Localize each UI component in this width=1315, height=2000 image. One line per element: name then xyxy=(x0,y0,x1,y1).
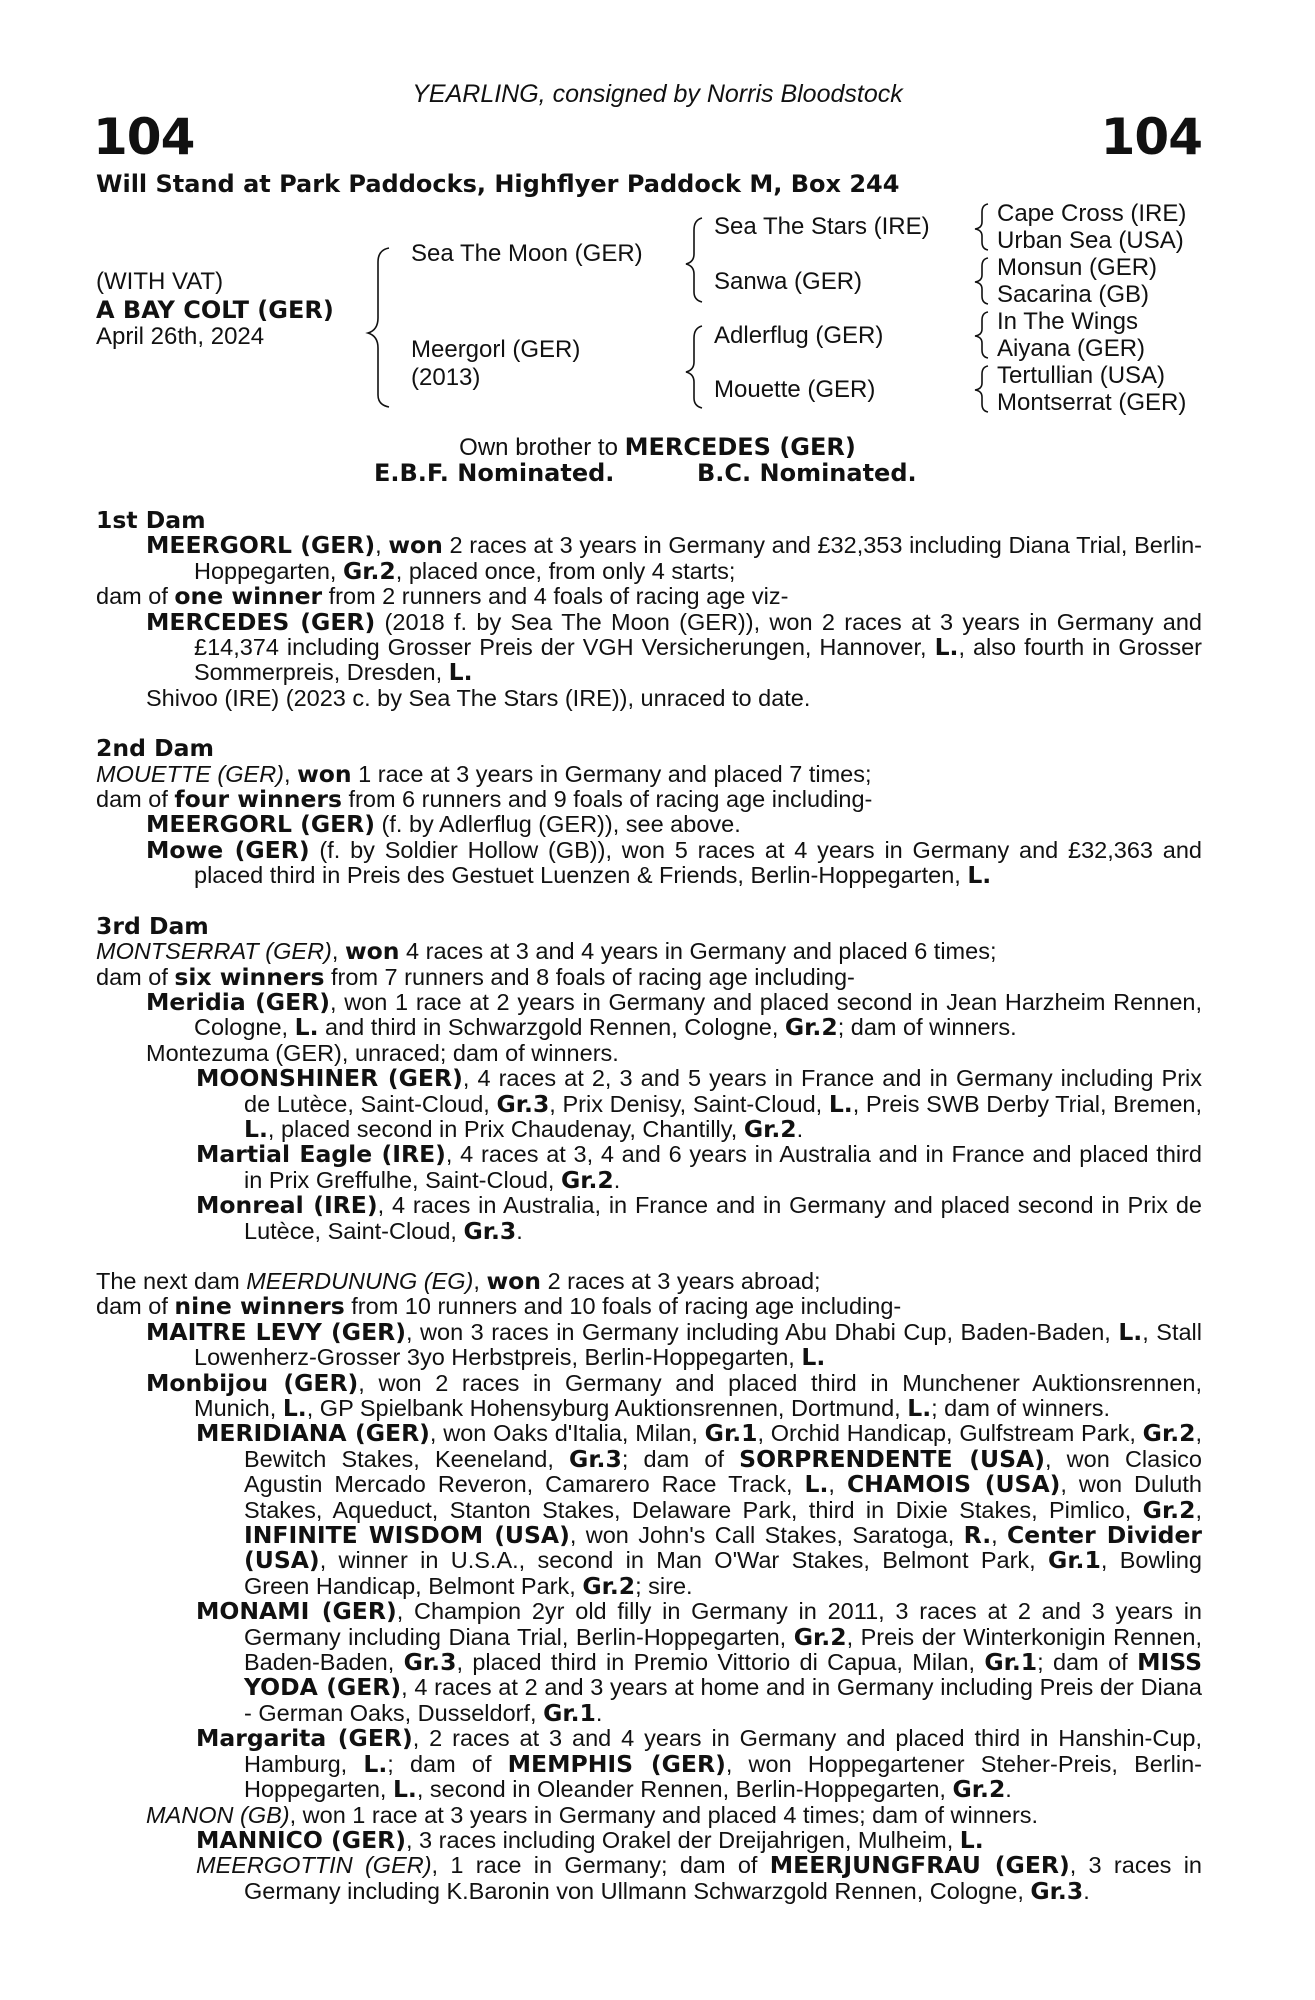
own-brother-name: MERCEDES (GER) xyxy=(624,433,856,461)
catalogue-body xyxy=(96,508,1202,1904)
grade: Gr.1 xyxy=(704,1419,758,1448)
record-text: , won Hoppegartener Steher-Preis, Berlin-Hoppegarten, xyxy=(244,1750,1202,1803)
horse-name: Martial Eagle (IRE) xyxy=(196,1140,446,1169)
grade: Gr.1 xyxy=(1048,1546,1101,1575)
third-dam-record: MONTSERRAT (GER), won 4 races at 3 and 4 years in Germany and placed 6 times; xyxy=(96,937,997,966)
foaling-date: April 26th, 2024 xyxy=(96,323,265,350)
produce-meridia xyxy=(96,987,1202,1042)
grade: Gr.2 xyxy=(582,1571,636,1600)
horse-name: MEERJUNGFRAU (GER) xyxy=(769,1851,1070,1880)
ancestor-dss: In The Wings xyxy=(997,308,1138,335)
record-text: , won 1 race at 3 years in Germany and placed 4 times; dam of winners. xyxy=(289,1801,1039,1828)
record-text: , 4 races at 2 and 3 years at home and in Germany including Preis der Diana - German Oaks, Dusseldorf, xyxy=(244,1674,1202,1726)
horse-name: Meridia (GER) xyxy=(146,987,330,1016)
horse-name: SORPRENDENTE (USA) xyxy=(739,1444,1045,1473)
record-text: , 3 races including Orakel der Dreijahrigen, Mulheim, xyxy=(405,1826,960,1853)
grade: Gr.1 xyxy=(543,1698,596,1727)
horse-name: MISS YODA (GER) xyxy=(244,1648,1203,1702)
won-label: won xyxy=(486,1266,542,1295)
record-text: , Champion 2yr old filly in Germany in 2011, 3 races at 2 and 3 years in Germany including Diana Trial, Berlin-Hoppegarten, xyxy=(244,1598,1202,1650)
won-label: won xyxy=(388,531,443,560)
horse-name: MOUETTE (GER) xyxy=(96,760,284,787)
produce-shivoo: Shivoo (IRE) (2023 c. by Sea The Stars (IRE)), unraced to date. xyxy=(146,684,811,711)
record-text: , also fourth in Grosser Sommerpreis, Dresden, xyxy=(194,634,1202,686)
record-text: 2 races at 3 years in Germany and £32,353 including Diana Trial, Berlin-Hoppegarten, xyxy=(194,532,1202,584)
record-text: ; dam of winners. xyxy=(931,1395,1111,1421)
record-text: , xyxy=(1195,1496,1202,1523)
record-text: , second in Oleander Rennen, Berlin-Hoppegarten, xyxy=(416,1776,953,1803)
record-text: , won Oaks d'Italia, Milan, xyxy=(429,1420,705,1447)
produce-moonshiner xyxy=(96,1066,1202,1142)
record-text: , placed second in Prix Chaudenay, Chantilly, xyxy=(267,1115,744,1142)
grade: Gr.3 xyxy=(463,1216,517,1245)
record-text: (f. by Soldier Hollow (GB)), won 5 races at 4 years in Germany and £32,363 and placed third in Preis des Gestuet Luenzen & Friends, Berlin-Hoppegarten, xyxy=(194,836,1202,889)
produce-montezuma: Montezuma (GER), unraced; dam of winners. xyxy=(146,1039,619,1066)
grade: L. xyxy=(244,1114,268,1143)
grade: Gr.2 xyxy=(793,1622,847,1651)
dam-year: (2013) xyxy=(411,364,481,391)
record-text: . xyxy=(1083,1877,1090,1904)
record-text: , won Clasico Agustin Mercado Reveron, Camarero Race Track, xyxy=(244,1445,1202,1498)
first-dam-record: MEERGORL (GER), won 2 races at 3 years in Germany and £32,353 including Diana Trial, Berlin-Hoppegarten, Gr.2, placed once, from only 4 starts; xyxy=(146,531,1202,585)
winners-count: one winner xyxy=(174,582,323,611)
sire-name: Sea The Moon (GER) xyxy=(411,240,643,267)
record-text: . xyxy=(1005,1776,1012,1803)
grade: L. xyxy=(282,1394,307,1422)
record-text: , 4 races at 3, 4 and 6 years in Australia and in France and placed third in Prix Greffulhe, Saint-Cloud, xyxy=(244,1141,1203,1193)
record-text: from 7 runners and 8 foals of racing age including- xyxy=(324,963,855,990)
horse-name: MEERGOTTIN (GER) xyxy=(196,1852,432,1879)
ancestor-sds: Monsun (GER) xyxy=(997,254,1158,281)
record-text: . xyxy=(516,1217,523,1244)
sire-dam: Sanwa (GER) xyxy=(714,268,863,295)
won-label: won xyxy=(344,937,400,966)
third-dam-heading: 3rd Dam xyxy=(96,911,209,940)
produce-mercedes xyxy=(96,607,1202,687)
record-text: from 6 runners and 9 foals of racing age including- xyxy=(342,786,873,813)
grade: L. xyxy=(1118,1317,1143,1346)
second-dam-heading: 2nd Dam xyxy=(96,734,214,763)
second-dam-record: MOUETTE (GER), won 1 race at 3 years in Germany and placed 7 times; xyxy=(96,759,872,788)
record-text: , GP Spielbank Hohensyburg Auktionsrennen, Dortmund, xyxy=(306,1395,908,1421)
record-text: 1 race at 3 years in Germany and placed 7 times; xyxy=(351,760,872,787)
record-text: , Bowling Green Handicap, Belmont Park, xyxy=(244,1547,1203,1599)
grade: L. xyxy=(294,1013,319,1042)
grade: Gr.3 xyxy=(569,1444,622,1473)
record-text: dam of xyxy=(96,583,175,610)
grade: Gr.3 xyxy=(1030,1876,1084,1905)
record-text: , 4 races in Australia, in France and in Germany and placed second in Prix de Lutèce, Saint-Cloud, xyxy=(244,1192,1202,1244)
produce-meergottin xyxy=(96,1853,1202,1904)
record-text: , Orchid Handicap, Gulfstream Park, xyxy=(757,1420,1143,1447)
grade: L. xyxy=(828,1089,853,1118)
horse-name: MANON (GB) xyxy=(146,1801,290,1828)
grade: R. xyxy=(963,1521,992,1550)
third-dam-produce-summary xyxy=(96,962,1202,991)
grade: L. xyxy=(907,1394,932,1422)
lot-number-right: 104 xyxy=(1100,108,1202,166)
grade: L. xyxy=(959,1825,984,1854)
grade: Gr.2 xyxy=(560,1165,614,1194)
record-text: , 3 races in Germany including K.Baronin von Ullmann Schwarzgold Rennen, Cologne, xyxy=(244,1852,1202,1904)
record-text: , winner in U.S.A., second in Man O'War Stakes, Belmont Park, xyxy=(319,1547,1049,1574)
horse-name: CHAMOIS (USA) xyxy=(846,1470,1061,1499)
record-text: from 10 runners and 10 foals of racing age including- xyxy=(344,1293,902,1320)
record-text: from 2 runners and 4 foals of racing age viz- xyxy=(322,583,789,610)
grade: Gr.2 xyxy=(784,1013,838,1042)
horse-name: MEERGORL (GER) xyxy=(146,531,376,560)
grade: L. xyxy=(801,1343,826,1372)
record-text: . xyxy=(613,1166,621,1193)
record-text: , 2 races at 3 and 4 years in Germany and placed third in Hanshin-Cup, Hamburg, xyxy=(244,1725,1202,1777)
dam-name: Meergorl (GER) xyxy=(411,336,581,363)
horse-name: MANNICO (GER) xyxy=(196,1825,406,1854)
record-text: , placed once, from only 4 starts; xyxy=(395,557,736,584)
grade: L. xyxy=(804,1470,829,1499)
first-dam-produce-summary xyxy=(96,584,1202,609)
horse-name: INFINITE WISDOM (USA) xyxy=(244,1521,570,1550)
bc-nominated: B.C. Nominated. xyxy=(697,459,917,487)
ancestor-ssd: Urban Sea (USA) xyxy=(997,227,1184,254)
winners-count: six winners xyxy=(174,962,325,991)
ebf-nominated: E.B.F. Nominated. xyxy=(374,459,615,487)
record-text: 4 races at 3 and 4 years in Germany and placed 6 times; xyxy=(399,938,997,965)
grade: Gr.2 xyxy=(1142,1419,1196,1448)
produce-mowe xyxy=(96,835,1202,890)
record-text: , Bewitch Stakes, Keeneland, xyxy=(244,1420,1203,1472)
lot-name: A BAY COLT (GER) xyxy=(96,296,334,324)
grade: Gr.3 xyxy=(496,1089,550,1118)
produce-monbijou xyxy=(96,1368,1202,1422)
record-text: 2 races at 3 years abroad; xyxy=(541,1267,821,1294)
grade: L. xyxy=(967,861,992,890)
record-text: , xyxy=(828,1471,847,1498)
produce-maitre-levy xyxy=(96,1317,1202,1372)
ancestor-sdd: Sacarina (GB) xyxy=(997,281,1150,308)
next-dam-produce-summary xyxy=(96,1294,1202,1319)
grade: Gr.2 xyxy=(342,556,396,585)
next-dam-record: The next dam MEERDUNUNG (EG), won 2 races at 3 years abroad; xyxy=(96,1266,821,1295)
produce-meridiana xyxy=(96,1421,1202,1599)
record-text: , won 1 race at 2 years in Germany and placed second in Jean Harzheim Rennen, Cologne, xyxy=(194,988,1202,1041)
record-text: ; dam of xyxy=(387,1750,508,1777)
record-text: , Preis SWB Derby Trial, Bremen, xyxy=(852,1090,1202,1117)
grade: L. xyxy=(934,633,959,662)
record-text: (f. by Adlerflug (GER)), see above. xyxy=(375,811,741,838)
won-label: won xyxy=(297,759,352,788)
record-text: , won 2 races in Germany and placed third in Munchener Auktionsrennen, Munich, xyxy=(194,1369,1202,1421)
record-text: ; dam of winners. xyxy=(837,1014,1017,1041)
own-brother-prefix: Own brother to xyxy=(459,434,625,461)
produce-monami xyxy=(96,1599,1202,1726)
horse-name: MOONSHINER (GER) xyxy=(196,1064,463,1093)
grade: Gr.2 xyxy=(743,1114,797,1143)
record-text: ; dam of xyxy=(1037,1649,1138,1676)
horse-name: Mowe (GER) xyxy=(146,835,310,864)
stand-location: Will Stand at Park Paddocks, Highflyer Paddock M, Box 244 xyxy=(96,170,900,198)
record-text: , 1 race in Germany; dam of xyxy=(431,1852,770,1879)
record-text: ; sire. xyxy=(635,1572,693,1599)
horse-name: MEMPHIS (GER) xyxy=(507,1749,726,1778)
record-text: , 4 races at 2, 3 and 5 years in France and in Germany including Prix de Lutèce, Saint-Cloud, xyxy=(244,1065,1203,1117)
horse-name: MERCEDES (GER) xyxy=(146,607,376,636)
produce-margarita xyxy=(96,1726,1202,1802)
grade: L. xyxy=(392,1775,417,1804)
record-text: dam of xyxy=(96,1293,175,1320)
horse-name: MERIDIANA (GER) xyxy=(196,1419,430,1448)
record-text: dam of xyxy=(96,963,175,990)
first-dam-heading: 1st Dam xyxy=(96,506,206,534)
record-text: (2018 f. by Sea The Moon (GER)), won 2 races at 3 years in Germany and £14,374 including Grosser Preis der VGH Versicherungen, Hannover, xyxy=(194,608,1202,661)
record-text: . xyxy=(796,1115,804,1142)
ancestor-dds: Tertullian (USA) xyxy=(997,362,1166,389)
record-text: , Preis der Winterkonigin Rennen, Baden-Baden, xyxy=(244,1623,1202,1676)
horse-name: MEERGORL (GER) xyxy=(146,810,376,839)
horse-name: Margarita (GER) xyxy=(196,1724,413,1753)
record-text: , Stall Lowenherz-Grosser 3yo Herbstpreis, Berlin-Hoppegarten, xyxy=(194,1318,1202,1371)
second-dam-produce-summary xyxy=(96,787,1202,812)
produce-mannico xyxy=(96,1825,1202,1854)
horse-name: MONTSERRAT (GER) xyxy=(96,938,332,965)
produce-manon xyxy=(96,1803,1202,1828)
horse-name: MEERDUNUNG (EG) xyxy=(246,1267,474,1294)
record-text: , placed third in Premio Vittorio di Capua, Milan, xyxy=(456,1649,985,1676)
produce-martial-eagle xyxy=(96,1142,1202,1193)
horse-name: Monbijou (GER) xyxy=(146,1368,359,1397)
record-text: , xyxy=(991,1522,1008,1549)
horse-name: Monreal (IRE) xyxy=(196,1191,378,1220)
ancestor-ddd: Montserrat (GER) xyxy=(997,389,1187,416)
horse-name: MONAMI (GER) xyxy=(196,1597,397,1626)
grade: Gr.1 xyxy=(984,1648,1038,1677)
vat-label: (WITH VAT) xyxy=(96,268,224,295)
ancestor-dsd: Aiyana (GER) xyxy=(997,335,1146,362)
record-text: and third in Schwarzgold Rennen, Cologne, xyxy=(318,1014,785,1041)
grade: Gr.3 xyxy=(403,1648,457,1677)
dam-dam: Mouette (GER) xyxy=(714,376,876,403)
produce-monreal xyxy=(96,1193,1202,1244)
own-brother-line xyxy=(0,433,1315,462)
record-text: The next dam xyxy=(96,1267,247,1294)
dam-sire: Adlerflug (GER) xyxy=(714,322,884,349)
grade: L. xyxy=(363,1749,388,1778)
sire-sire: Sea The Stars (IRE) xyxy=(714,213,930,240)
record-text: , won Duluth Stakes, Aqueduct, Stanton Stakes, Delaware Park, third in Dixie Stakes, Pimlico, xyxy=(244,1471,1202,1523)
grade: L. xyxy=(448,658,473,687)
record-text: dam of xyxy=(96,786,175,813)
grade: Gr.2 xyxy=(952,1775,1006,1804)
consignor-line: YEARLING, consigned by Norris Bloodstock xyxy=(412,80,903,108)
record-text: , won John's Call Stakes, Saratoga, xyxy=(569,1522,964,1549)
horse-name: MAITRE LEVY (GER) xyxy=(146,1317,406,1346)
lot-number-left: 104 xyxy=(93,108,195,166)
record-text: , won 3 races in Germany including Abu Dhabi Cup, Baden-Baden, xyxy=(405,1318,1119,1345)
record-text: . xyxy=(595,1699,603,1726)
grade: Gr.2 xyxy=(1142,1495,1196,1524)
horse-name: Center Divider (USA) xyxy=(244,1521,1203,1575)
ancestor-sss: Cape Cross (IRE) xyxy=(997,200,1187,227)
produce-meergorl xyxy=(96,812,1202,837)
winners-count: four winners xyxy=(174,785,342,814)
winners-count: nine winners xyxy=(174,1292,345,1321)
record-text: ; dam of xyxy=(621,1445,740,1472)
record-text: , Prix Denisy, Saint-Cloud, xyxy=(549,1090,829,1117)
